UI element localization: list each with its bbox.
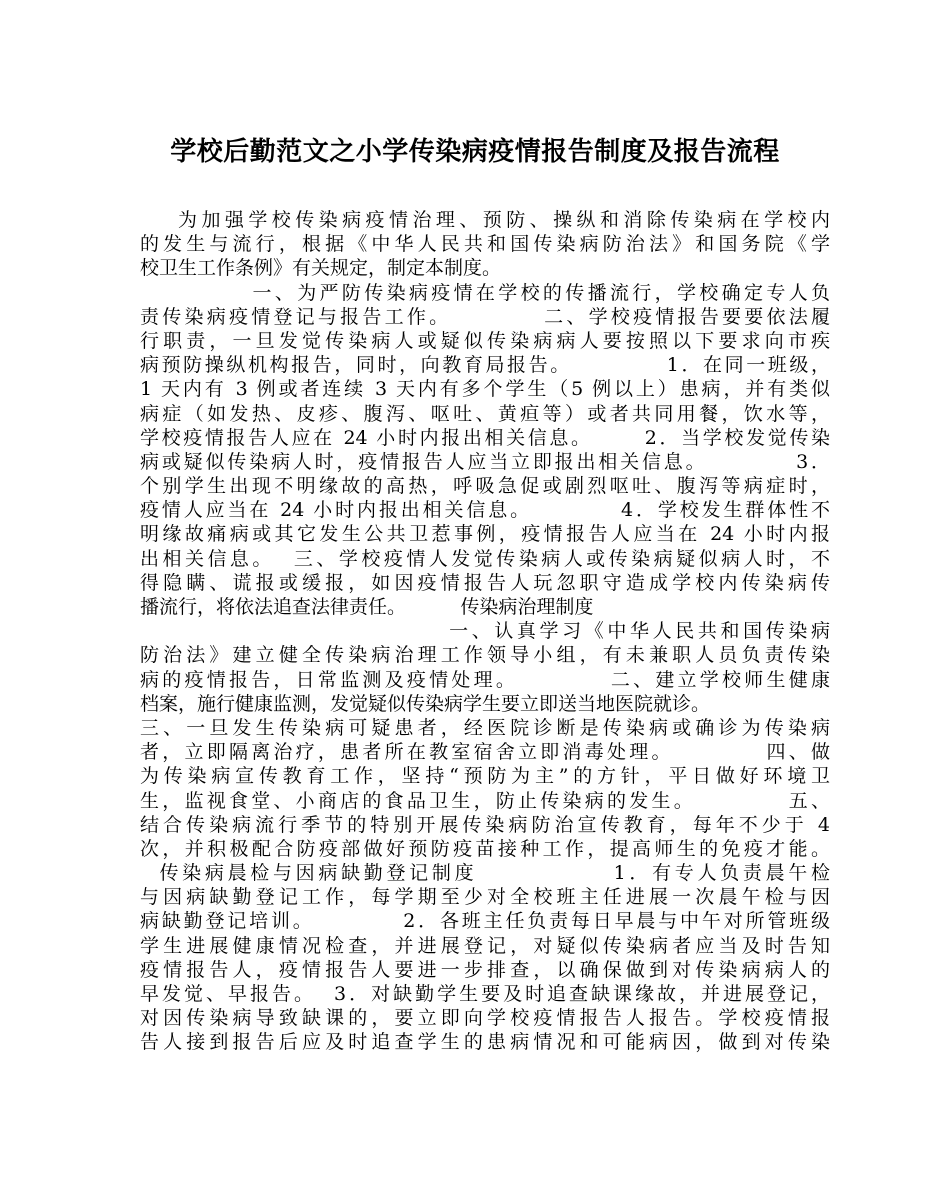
document-body [140, 208, 830, 1055]
paragraph-line: 结合传染病流行季节的特别开展传染病防治宣传教育，每年不少于 4 [140, 813, 830, 836]
paragraph-line: 的发生与流行，根据《中华人民共和国传染病防治法》和国务院《学 [140, 233, 830, 256]
paragraph-line: 传染病晨检与因病缺勤登记制度 1．有专人负责晨午检 [140, 862, 830, 885]
paragraph-line: 防治法》建立健全传染病治理工作领导小组，有未兼职人员负责传染 [140, 644, 830, 667]
paragraph-line: 档案，施行健康监测，发觉疑似传染病学生要立即送当地医院就诊。 [140, 692, 711, 715]
paragraph-line: 校卫生工作条例》有关规定，制定本制度。 [140, 257, 502, 280]
paragraph-line: 为加强学校传染病疫情治理、预防、操纵和消除传染病在学校内 [178, 209, 830, 231]
paragraph-line: 疫情人应当在 24 小时内报出相关信息。 4．学校发生群体性不 [140, 499, 830, 522]
paragraph-line: 为传染病宣传教育工作，坚持“预防为主”的方针，平日做好环境卫 [140, 765, 830, 788]
paragraph-line: 早发觉、早报告。 3．对缺勤学生要及时追查缺课缘故，并进展登记， [140, 983, 830, 1005]
paragraph-line: 一、认真学习《中华人民共和国传染病 [140, 620, 830, 643]
paragraph-line: 生，监视食堂、小商店的食品卫生，防止传染病的发生。 五、 [140, 789, 830, 812]
paragraph-line: 病的疫情报告，日常监测及疫情处理。 二、建立学校师生健康 [140, 668, 830, 691]
paragraph-line: 次，并积极配合防疫部做好预防疫苗接种工作，提高师生的免疫才能。 [140, 837, 830, 860]
paragraph-line: 明缘故痛病或其它发生公共卫惹事例，疫情报告人应当在 24 小时内报 [140, 523, 830, 546]
document-title: 学校后勤范文之小学传染病疫情报告制度及报告流程 [170, 137, 780, 167]
paragraph-line: 与因病缺勤登记工作，每学期至少对全校班主任进展一次晨午检与因 [140, 886, 830, 909]
paragraph-line: 学生进展健康情况检查，并进展登记，对疑似传染病者应当及时告知 [140, 934, 830, 957]
paragraph-line: 个别学生出现不明缘故的高热，呼吸急促或剧烈呕吐、腹泻等病症时， [140, 475, 830, 498]
paragraph-line: 学校疫情报告人应在 24 小时内报出相关信息。 2．当学校发觉传染 [140, 426, 830, 449]
paragraph-line: 病缺勤登记培训。 2．各班主任负责每日早晨与中午对所管班级 [140, 910, 830, 933]
paragraph-line: 播流行，将依法追查法律责任。 传染病治理制度 [140, 596, 594, 618]
paragraph-line: 病症（如发热、皮疹、腹泻、呕吐、黄疸等）或者共同用餐，饮水等， [140, 402, 830, 425]
paragraph-line: 对因传染病导致缺课的，要立即向学校疫情报告人报告。学校疫情报 [140, 1007, 830, 1030]
paragraph-line: 疫情报告人，疫情报告人要进一步排查，以确保做到对传染病病人的 [140, 958, 830, 981]
paragraph-line: 病预防操纵机构报告，同时，向教育局报告。 1．在同一班级， [140, 354, 830, 377]
paragraph-line: 告人接到报告后应及时追查学生的患病情况和可能病因，做到对传染 [140, 1031, 830, 1054]
paragraph-line: 责传染病疫情登记与报告工作。 二、学校疫情报告要要依法履 [140, 305, 830, 328]
paragraph-line: 病或疑似传染病人时，疫情报告人应当立即报出相关信息。 3． [140, 450, 830, 473]
paragraph-line: 行职责，一旦发觉传染病人或疑似传染病病人要按照以下要求向市疾 [140, 329, 830, 352]
paragraph-line: 三、一旦发生传染病可疑患者，经医院诊断是传染病或确诊为传染病 [140, 716, 830, 739]
paragraph-line: 一、为严防传染病疫情在学校的传播流行，学校确定专人负 [140, 281, 830, 304]
paragraph-line: 出相关信息。 三、学校疫情人发觉传染病人或传染病疑似病人时，不 [140, 547, 830, 570]
paragraph-line: 者，立即隔离治疗，患者所在教室宿舍立即消毒处理。 四、做 [140, 741, 830, 764]
paragraph-line: 1 天内有 3 例或者连续 3 天内有多个学生（5 例以上）患病，并有类似 [140, 378, 830, 401]
paragraph-line: 得隐瞒、谎报或缓报，如因疫情报告人玩忽职守造成学校内传染病传 [140, 571, 830, 594]
